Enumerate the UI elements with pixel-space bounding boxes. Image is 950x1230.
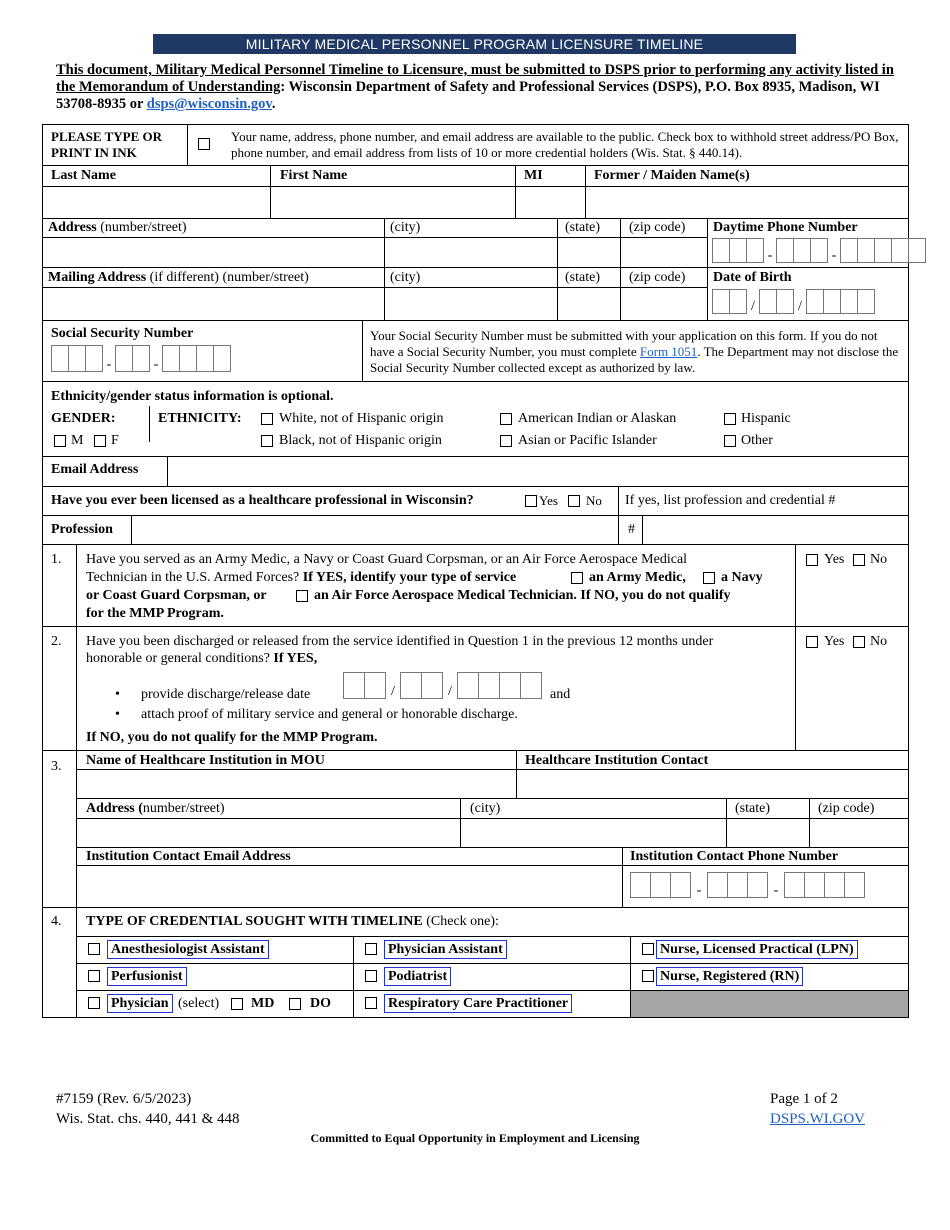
- equal-opportunity-statement: Committed to Equal Opportunity in Employment and Licensing: [310, 1131, 640, 1145]
- mi-field[interactable]: [517, 188, 584, 217]
- institution-contact-field[interactable]: [518, 771, 907, 797]
- dsps-website-link[interactable]: DSPS.WI.GOV: [770, 1111, 866, 1127]
- contact-phone-digits[interactable]: - -: [630, 872, 865, 898]
- q1-air-force-checkbox[interactable]: [296, 590, 308, 602]
- contact-email-field[interactable]: [78, 867, 621, 906]
- perfusionist-checkbox[interactable]: [88, 970, 100, 982]
- bullet-2: •: [115, 707, 120, 722]
- q1-army-medic-checkbox[interactable]: [571, 572, 583, 584]
- zip-label: (zip code): [629, 220, 686, 235]
- frame-left: [42, 124, 43, 1018]
- licensed-question: Have you ever been licensed as a healthcare professional in Wisconsin?: [51, 493, 474, 508]
- former-name-field[interactable]: [587, 188, 907, 217]
- date-of-birth-digits[interactable]: / /: [712, 289, 875, 314]
- institution-state-label: (state): [735, 801, 770, 816]
- podiatrist-checkbox[interactable]: [365, 970, 377, 982]
- q2-number: 2.: [51, 634, 62, 649]
- ethnicity-white-label: White, not of Hispanic origin: [279, 411, 444, 426]
- mailing-city-label: (city): [390, 270, 421, 285]
- nurse-lpn-label: Nurse, Licensed Practical (LPN): [656, 940, 858, 959]
- first-name-label: First Name: [280, 168, 348, 183]
- physician-select-label: (select): [178, 996, 220, 1011]
- city-label: (city): [390, 220, 421, 235]
- q4-number: 4.: [51, 914, 62, 929]
- email-field[interactable]: [169, 458, 907, 486]
- intro-end: .: [271, 96, 276, 112]
- ethnicity-other-checkbox[interactable]: [724, 435, 736, 447]
- print-in-ink-label: PLEASE TYPE OR PRINT IN INK: [51, 129, 163, 160]
- nurse-lpn-checkbox[interactable]: [642, 943, 654, 955]
- dsps-email-link[interactable]: dsps@wisconsin.gov: [146, 96, 272, 112]
- gender-f-label: F: [111, 433, 119, 448]
- physician-label: Physician: [107, 994, 173, 1013]
- institution-address-label: Address (number/street): [86, 801, 225, 816]
- q2-yes-label: Yes: [824, 634, 845, 649]
- ethnicity-hispanic-label: Hispanic: [741, 411, 791, 426]
- profession-field[interactable]: [133, 517, 617, 544]
- perfusionist-label: Perfusionist: [107, 967, 187, 986]
- mi-label: MI: [524, 168, 543, 183]
- ethnicity-american-indian-label: American Indian or Alaskan: [518, 411, 677, 426]
- statutes: Wis. Stat. chs. 440, 441 & 448: [56, 1111, 240, 1127]
- licensed-yes-label: Yes: [539, 493, 558, 508]
- credential-number-field[interactable]: [644, 517, 907, 544]
- credential-number-label: #: [628, 522, 635, 537]
- page-number: Page 1 of 2: [770, 1091, 838, 1107]
- ethnicity-black-label: Black, not of Hispanic origin: [279, 433, 442, 448]
- q1-navy-checkbox[interactable]: [703, 572, 715, 584]
- q1-no-label: No: [870, 552, 888, 567]
- ssn-digits[interactable]: - -: [51, 345, 231, 372]
- ethnicity-other-label: Other: [741, 433, 773, 448]
- licensed-no-label: No: [586, 493, 602, 508]
- date-of-birth-label: Date of Birth: [713, 270, 792, 285]
- physician-assistant-checkbox[interactable]: [365, 943, 377, 955]
- q1-yes-label: Yes: [824, 552, 845, 567]
- anesthesiologist-assistant-checkbox[interactable]: [88, 943, 100, 955]
- state-label: (state): [565, 220, 600, 235]
- institution-contact-label: Healthcare Institution Contact: [525, 753, 709, 768]
- form-banner: MILITARY MEDICAL PERSONNEL PROGRAM LICENSURE TIMELINE: [153, 34, 796, 54]
- physician-checkbox[interactable]: [88, 997, 100, 1009]
- q2-yes-checkbox[interactable]: [806, 636, 818, 648]
- gender-f-checkbox[interactable]: [94, 435, 106, 447]
- q1-text-d: for the MMP Program.: [86, 606, 224, 621]
- empty-gray-cell: [631, 991, 908, 1017]
- withhold-info-checkbox[interactable]: [198, 138, 210, 150]
- mailing-zip-label: (zip code): [629, 270, 686, 285]
- physician-md-label: MD: [251, 996, 275, 1011]
- licensed-followup: If yes, list profession and credential #: [625, 493, 836, 508]
- bullet-1: •: [115, 687, 120, 702]
- respiratory-care-label: Respiratory Care Practitioner: [384, 994, 572, 1013]
- intro-paragraph: [56, 62, 906, 113]
- nurse-rn-checkbox[interactable]: [642, 970, 654, 982]
- contact-phone-label: Institution Contact Phone Number: [630, 849, 839, 864]
- q2-bullet-1: provide discharge/release date: [141, 687, 311, 702]
- ethnicity-hispanic-checkbox[interactable]: [724, 413, 736, 425]
- mailing-address-label: Mailing Address (if different) (number/street): [48, 270, 309, 285]
- ethnicity-white-checkbox[interactable]: [261, 413, 273, 425]
- intro-part1: This document, Military Medical Personnel Timeline to Licensure, must be submitted to DSPS prior to performing any activity listed in the Memorandum of Understanding: [56, 62, 894, 95]
- contact-email-label: Institution Contact Email Address: [86, 849, 291, 864]
- ethnicity-black-checkbox[interactable]: [261, 435, 273, 447]
- ethnicity-american-indian-checkbox[interactable]: [500, 413, 512, 425]
- address-label: Address (number/street): [48, 220, 187, 235]
- gender-m-label: M: [71, 433, 84, 448]
- intro-part2: : Wisconsin Department of Safety and Professional Services (DSPS), P.O. Box 8935, Madison, WI 53708-8935 or: [56, 79, 880, 112]
- q3-number: 3.: [51, 759, 62, 774]
- ethnicity-label: ETHNICITY:: [158, 411, 242, 426]
- q1-air-force-label: an Air Force Aerospace Medical Technician. If NO, you do not qualify: [314, 588, 731, 603]
- q2-text-b: honorable or general conditions? If YES,: [86, 651, 318, 666]
- respiratory-care-checkbox[interactable]: [365, 997, 377, 1009]
- institution-address-field[interactable]: [78, 820, 459, 846]
- first-name-field[interactable]: [272, 188, 514, 217]
- q1-text-a: Have you served as an Army Medic, a Navy or Coast Guard Corpsman, or an Air Force Aerospace Medical: [86, 552, 688, 567]
- ethnicity-asian-label: Asian or Pacific Islander: [518, 433, 657, 448]
- licensed-yes-checkbox[interactable]: [525, 495, 537, 507]
- q1-text-c: or Coast Guard Corpsman, or: [86, 588, 267, 603]
- daytime-phone-label: Daytime Phone Number: [713, 220, 858, 235]
- q1-yes-checkbox[interactable]: [806, 554, 818, 566]
- gender-m-checkbox[interactable]: [54, 435, 66, 447]
- gender-label: GENDER:: [51, 411, 116, 426]
- form-1051-link[interactable]: Form 1051: [639, 344, 698, 359]
- ssn-notice: Your Social Security Number must be submitted with your application on this form. If you do not have a Social Security Number, you must complete Form 1051. The Department may not disclose the Social Security Number collected except as authorized by law.: [370, 328, 899, 375]
- ssn-label: Social Security Number: [51, 326, 194, 341]
- q1-number: 1.: [51, 552, 62, 567]
- ethnicity-asian-checkbox[interactable]: [500, 435, 512, 447]
- q1-no-checkbox[interactable]: [853, 554, 865, 566]
- physician-assistant-label: Physician Assistant: [384, 940, 507, 959]
- discharge-date-digits[interactable]: / /: [343, 672, 542, 699]
- podiatrist-label: Podiatrist: [384, 967, 451, 986]
- demographics-title: Ethnicity/gender status information is optional.: [51, 389, 334, 404]
- q2-no-text: If NO, you do not qualify for the MMP Program.: [86, 730, 378, 745]
- institution-city-label: (city): [470, 801, 501, 816]
- frame-top: [42, 124, 909, 125]
- q2-bullet-1-end: and: [550, 687, 571, 702]
- q1-navy-label: a Navy: [721, 570, 763, 585]
- q2-no-label: No: [870, 634, 888, 649]
- daytime-phone-digits[interactable]: - -: [712, 238, 926, 263]
- physician-do-checkbox[interactable]: [289, 998, 301, 1010]
- q2-bullet-2: attach proof of military service and general or honorable discharge.: [141, 707, 518, 722]
- nurse-rn-label: Nurse, Registered (RN): [656, 967, 803, 986]
- q4-title: TYPE OF CREDENTIAL SOUGHT WITH TIMELINE (Check one):: [86, 914, 499, 929]
- last-name-label: Last Name: [51, 168, 116, 183]
- former-name-label: Former / Maiden Name(s): [594, 168, 750, 183]
- last-name-field[interactable]: [44, 188, 269, 217]
- anesthesiologist-assistant-label: Anesthesiologist Assistant: [107, 940, 269, 959]
- q1-army-medic-label: an Army Medic,: [589, 570, 686, 585]
- institution-name-field[interactable]: [78, 771, 515, 797]
- licensed-no-checkbox[interactable]: [568, 495, 580, 507]
- institution-zip-label: (zip code): [818, 801, 875, 816]
- q1-text-b: Technician in the U.S. Armed Forces? If YES, identify your type of service: [86, 570, 517, 585]
- physician-do-label: DO: [310, 996, 331, 1011]
- privacy-text: Your name, address, phone number, and email address are available to the public. Check box to withhold street address/PO Box, phone number, and email address from lists of 10 or more credential holders (Wis. Stat. § 440.14).: [231, 129, 899, 160]
- profession-label: Profession: [51, 522, 113, 537]
- q2-no-checkbox[interactable]: [853, 636, 865, 648]
- q2-text-a: Have you been discharged or released from the service identified in Question 1 in the previous 12 months under: [86, 634, 714, 649]
- mailing-state-label: (state): [565, 270, 600, 285]
- email-label: Email Address: [51, 462, 139, 477]
- physician-md-checkbox[interactable]: [231, 998, 243, 1010]
- institution-name-label: Name of Healthcare Institution in MOU: [86, 753, 325, 768]
- form-number: #7159 (Rev. 6/5/2023): [56, 1091, 192, 1107]
